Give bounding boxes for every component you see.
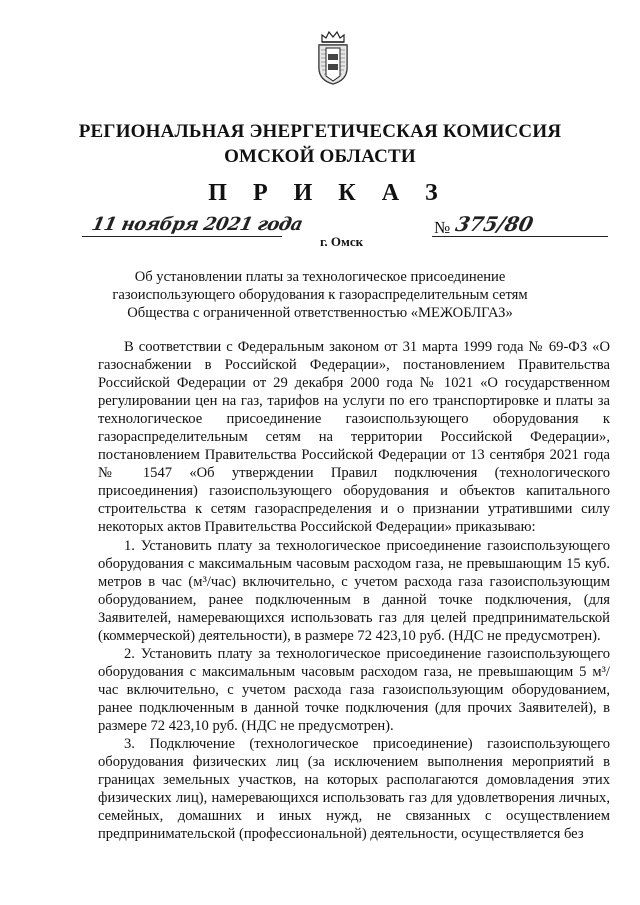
document-title (40, 268, 600, 322)
title-line: газоиспользующего оборудования к газораспределительным сетям (112, 287, 528, 303)
org-name-line2: ОМСКОЙ ОБЛАСТИ (224, 146, 416, 167)
date-underline (82, 236, 282, 237)
document-body (98, 338, 610, 843)
handwritten-date: 11 ноября 2021 года (89, 214, 305, 235)
omsk-coat-of-arms-icon (316, 30, 350, 86)
city-label: г. Омск (320, 234, 364, 249)
item-3-paragraph: 3. Подключение (технологическое присоединение) газоиспользующего оборудования физических лиц (за исключением выполнения мероприятий в границах земельных участков, на которых располагаются домовладения этих физических лиц), намеревающихся использовать газ для удовлетворения личных, семейных, домашних и иных нужд, не связанных с осуществлением предпринимательской (профессиональной) деятельности, осуществляется без (98, 736, 610, 843)
title-line: Общества с ограниченной ответственностью «МЕЖОБЛГАЗ» (127, 305, 513, 321)
number-sign: № (434, 218, 451, 237)
title-line: Об установлении платы за технологическое присоединение (134, 269, 506, 285)
handwritten-number: 375/80 (453, 212, 536, 236)
document-type-heading: П Р И К А З (208, 180, 448, 206)
item-1-paragraph: 1. Установить плату за технологическое присоединение газоиспользующего оборудования с максимальным часовым расходом газа, не превышающим 15 куб. метров в час (м³/час) включительно, с учетом расхода газа газоиспользующим оборудованием, ранее подключенным в данной точке подключения, (для Заявителей, намеревающихся использовать газ для целей предпринимательской (коммерческой) деятельности), в размере 72 423,10 руб. (НДС не предусмотрен). (98, 537, 610, 644)
number-underline (432, 236, 608, 237)
item-2-paragraph: 2. Установить плату за технологическое присоединение газоиспользующего оборудования с максимальным часовым расходом газа, не превышающим 5 м³/час включительно, с учетом расхода газа газоиспользующим оборудованием, ранее подключенным в данной точке подключения (для прочих Заявителей), в размере 72 423,10 руб. (НДС не предусмотрен). (98, 645, 610, 734)
preamble-paragraph: В соответствии с Федеральным законом от 31 марта 1999 года № 69-ФЗ «О газоснабжении в Российской Федерации», постановлением Правительства Российской Федерации от 29 декабря 2000 года № 1021 «О государственном регулировании цен на газ, тарифов на услуги по его транспортировке и платы за технологическое присоединение газоиспользующего оборудования к газораспределительным сетям на территории Российской Федерации», постановлением Правительства Российской Федерации от 13 сентября 2021 года № 1547 «Об утверждении Правил подключения (технологического присоединения) газоиспользующего оборудования и объектов капитального строительства к сетям газораспределения и о признании утратившими силу некоторых актов Правительства Российской Федерации» приказываю: (98, 339, 610, 536)
org-name-line1: РЕГИОНАЛЬНАЯ ЭНЕРГЕТИЧЕСКАЯ КОМИССИЯ (78, 121, 562, 142)
